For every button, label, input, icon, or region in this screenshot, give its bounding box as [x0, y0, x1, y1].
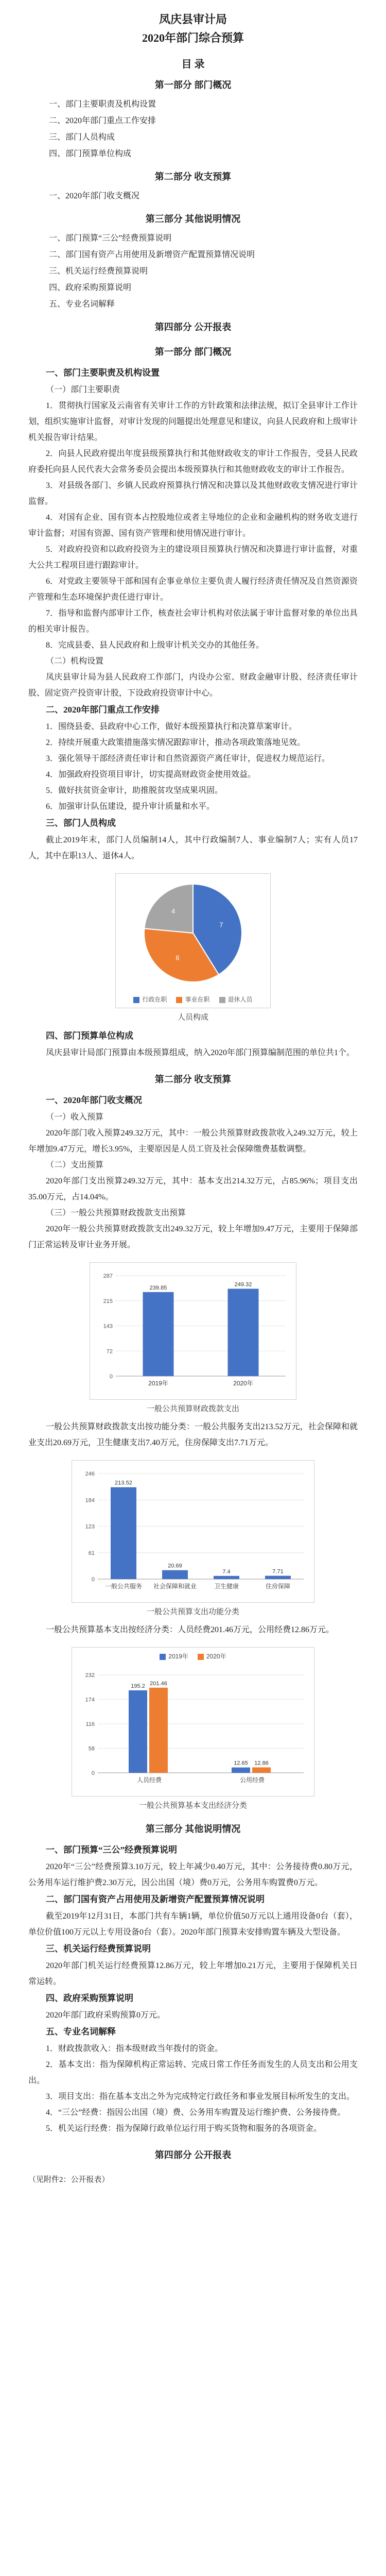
- y-tick-label: 215: [103, 1298, 113, 1304]
- sangong-body: [28, 1859, 358, 1891]
- ops-body: [28, 1958, 358, 1990]
- bar-data-label: 12.86: [254, 1760, 269, 1767]
- y-tick-label: 246: [85, 1471, 95, 1477]
- bar3-legend-item: [198, 1652, 226, 1660]
- y-tick-label: 72: [106, 1348, 113, 1355]
- bar3-legend: [72, 1652, 314, 1660]
- y-tick-label: 123: [85, 1523, 95, 1530]
- section-units-heading: 四、部门预算单位构成: [46, 1031, 133, 1041]
- bar-data-label: 213.52: [115, 1480, 132, 1486]
- y-tick-label: 184: [85, 1497, 95, 1504]
- bar-data-label: 20.69: [168, 1563, 182, 1569]
- legend-label: 行政在职: [142, 996, 167, 1003]
- bar: [143, 1292, 174, 1376]
- body-paragraph: 5．对政府投资和以政府投资为主的建设项目预算执行情况和决算进行审计监督，对重大公共工程项目进行跟踪审计。: [28, 545, 358, 570]
- work-body: [28, 719, 358, 815]
- section-sangong-heading: 一、部门预算“三公”经费预算说明: [46, 1845, 177, 1855]
- x-tick-label: 卫生健康: [214, 1583, 239, 1590]
- bar: [232, 1768, 250, 1773]
- toc-item[interactable]: 一、2020年部门收支概况: [49, 192, 140, 200]
- bar-data-label: 201.46: [150, 1680, 167, 1687]
- body-paragraph: 4．对国有企业、国有资本占控股地位或者主导地位的企业和金融机构的财务收支进行审计监督；对国有资源、国有资产管理和使用情况进行审计。: [28, 513, 358, 538]
- toc-item[interactable]: 二、部门国有资产占用使用及新增资产配置预算情况说明: [49, 250, 255, 259]
- bar1-caption: 一般公共预算财政拨款支出: [146, 1405, 239, 1413]
- body-paragraph: 3．强化领导干部经济责任审计和自然资源资产离任审计，促进权力规范运行。: [46, 754, 330, 763]
- body-paragraph: 3．对县级各部门、乡镇人民政府预算执行情况和决算以及其他财政收支情况进行审计监督。: [28, 481, 358, 506]
- y-tick-label: 143: [103, 1323, 113, 1330]
- body-part4-title: 第四部分 公开报表: [154, 2150, 232, 2160]
- pie-data-label: 4: [171, 907, 176, 915]
- y-tick-label: 174: [85, 1697, 95, 1703]
- y-tick-label: 58: [88, 1745, 95, 1752]
- staff-body: [28, 832, 358, 864]
- bar: [214, 1576, 239, 1579]
- bar: [129, 1690, 147, 1773]
- bar: [111, 1487, 136, 1579]
- section-assets-heading: 二、部门国有资产占用使用及新增资产配置预算情况说明: [46, 1894, 265, 1904]
- chart-intro-para: （三）一般公共预算财政拨款支出预算: [46, 1209, 186, 1217]
- doc-title-line2: 2020年部门综合预算: [142, 31, 244, 44]
- body-part1-title: 第一部分 部门概况: [154, 347, 232, 357]
- body-paragraph: 2020年部门机关运行经费预算12.86万元，较上年增加0.21万元，主要用于保障机关日常运转。: [28, 1961, 358, 1986]
- body-paragraph: （二）支出预算: [46, 1161, 104, 1170]
- body-paragraph: 6．对党政主要领导干部和国有企事业单位主要负责人履行经济责任情况及自然资源资产管理和生态环境保护责任进行审计。: [28, 577, 358, 602]
- body-paragraph: 2．向县人民政府提出年度县级预算执行和其他财政收支的审计工作报告，受县人民政府委托向县人民代表大会常务委员会提出本级预算执行和其他财政收支的审计工作报告。: [28, 449, 358, 474]
- bar: [149, 1688, 168, 1773]
- body-paragraph: （二）机构设置: [46, 657, 104, 666]
- bar: [162, 1570, 188, 1579]
- toc-part1-title: 第一部分 部门概况: [154, 80, 232, 90]
- toc-part3-list: [28, 230, 358, 313]
- body-paragraph: 4．加强政府投资项目审计，切实提高财政资金使用效益。: [46, 770, 256, 779]
- bar3-svg: [72, 1665, 314, 1793]
- pie-slice: [144, 884, 193, 933]
- toc-item[interactable]: 四、部门预算单位构成: [49, 149, 132, 158]
- bar1-chart: [90, 1262, 296, 1400]
- terms-body: [28, 2041, 358, 2137]
- body-paragraph: 截至2019年12月31日，本部门共有车辆1辆，单位价值50万元以上通用设备0台（套），单位价值100万元以上专用设备0台（套）。2020年部门预算未安排购置车辆及大型设备。: [28, 1912, 358, 1937]
- footer-note: （见附件2：公开报表）: [28, 2176, 110, 2184]
- duties-body: [28, 382, 358, 701]
- x-tick-label: 2020年: [233, 1380, 253, 1387]
- bar1-figure: [28, 1262, 358, 1414]
- section-procure-heading: 四、政府采购预算说明: [46, 1993, 133, 2003]
- bar-data-label: 195.2: [131, 1683, 145, 1689]
- section-terms-heading: 五、专业名词解释: [46, 2027, 116, 2037]
- body-paragraph: 2．基本支出：指为保障机构正常运转、完成日常工作任务而发生的人员支出和公用支出。: [28, 2060, 358, 2085]
- legend-label: 事业在职: [185, 996, 210, 1003]
- legend-swatch: [133, 997, 139, 1003]
- body-part3-title: 第三部分 其他说明情况: [145, 1824, 241, 1834]
- bar-data-label: 239.85: [149, 1284, 167, 1291]
- bar3-legend-item: [160, 1652, 188, 1660]
- body-paragraph: 2020年部门支出预算249.32万元，其中：基本支出214.32万元，占85.96%；项目支出35.00万元，占14.04%。: [28, 1177, 358, 1201]
- bar-data-label: 7.4: [222, 1568, 231, 1575]
- body-paragraph: 2020年部门政府采购预算0万元。: [46, 2011, 166, 2020]
- pie-legend-item: [133, 995, 167, 1004]
- bar2-svg: [72, 1461, 314, 1600]
- body-paragraph: （一）收入预算: [46, 1113, 104, 1122]
- body-paragraph: 8．完成县委、县人民政府和上级审计机关交办的其他任务。: [46, 641, 265, 650]
- body-paragraph: 4．“三公”经费：指因公出国（境）费、公务用车购置及运行维护费、公务接待费。: [46, 2108, 346, 2117]
- y-tick-label: 0: [91, 1770, 95, 1776]
- body-paragraph: 凤庆县审计局部门预算由本级预算组成，纳入2020年部门预算编制范围的单位共1个。: [46, 1048, 355, 1057]
- bar-data-label: 12.65: [234, 1760, 248, 1767]
- y-tick-label: 61: [88, 1550, 95, 1556]
- legend-swatch: [176, 997, 182, 1003]
- pie-data-label: 6: [176, 954, 180, 962]
- y-tick-label: 116: [85, 1721, 95, 1727]
- func-para: 一般公共预算财政拨款支出按功能分类：一般公共服务支出213.52万元，社会保障和就业支出20.69万元，卫生健康支出7.40万元，住房保障支出7.71万元。: [28, 1422, 358, 1447]
- body-paragraph: 5．机关运行经费：指为保障行政单位运行用于购买货物和服务的各项资金。: [46, 2124, 322, 2133]
- legend-swatch: [160, 1654, 166, 1660]
- bar1-svg: [90, 1263, 296, 1397]
- body-paragraph: 截止2019年末，部门人员编制14人，其中行政编制7人、事业编制7人；实有人员17人，其中在职13人、退休4人。: [28, 836, 358, 860]
- toc-part1-list: [28, 96, 358, 162]
- budget-body: [28, 1109, 358, 1205]
- pie-legend-item: [219, 995, 253, 1004]
- assets-body: [28, 1908, 358, 1940]
- x-tick-label: 一般公共服务: [104, 1583, 143, 1590]
- bar-data-label: 7.71: [272, 1568, 284, 1575]
- body-paragraph: 1．贯彻执行国家及云南省有关审计工作的方针政策和法律法规，拟订全县审计工作计划，组织实施审计监督，对审计发现的问题提出处理意见和建议，向县人民政府和上级审计机关报告审计结果。: [28, 401, 358, 442]
- staff-pie-svg: [116, 874, 270, 992]
- body-paragraph: （一）部门主要职责: [46, 385, 120, 394]
- y-tick-label: 287: [103, 1273, 113, 1279]
- toc-item[interactable]: 五、专业名词解释: [49, 300, 115, 309]
- section-budget-heading: 一、2020年部门收支概况: [46, 1095, 142, 1105]
- x-tick-label: 社会保障和就业: [153, 1583, 197, 1590]
- staff-pie-legend: [116, 995, 270, 1004]
- x-tick-label: 2019年: [148, 1380, 168, 1387]
- body-paragraph: 凤庆县审计局为县人民政府工作部门，内设办公室、财政金融审计股、经济责任审计股、固定资产投资审计股，下设政府投资审计中心。: [28, 673, 358, 698]
- units-body: [28, 1045, 358, 1061]
- section-staff-heading: 三、部门人员构成: [46, 818, 116, 828]
- bar2-figure: [28, 1460, 358, 1617]
- staff-pie-chart: [115, 873, 271, 1008]
- toc-part4-title: 第四部分 公开报表: [154, 322, 232, 332]
- toc-item[interactable]: 三、机关运行经费预算说明: [49, 267, 148, 276]
- toc-title: 目 录: [181, 59, 205, 70]
- body-paragraph: 2．持续开展重大政策措施落实情况跟踪审计，推动各项政策落地见效。: [46, 738, 306, 747]
- procure-body: [28, 2007, 358, 2023]
- body-paragraph: 2020年“三公”经费预算3.10万元，较上年减少0.40万元，其中：公务接待费0.80万元，公务用车运行维护费2.30万元，因公出国（境）费0万元，公务用车购置费0万元。: [28, 1862, 358, 1887]
- y-tick-label: 232: [85, 1672, 95, 1679]
- body-paragraph: 2020年部门收入预算249.32万元，其中：一般公共预算财政拨款收入249.32万元，较上年增加9.47万元，增长3.95%，主要原因是人员工资及社会保障缴费基数调整。: [28, 1129, 358, 1154]
- legend-swatch: [198, 1654, 204, 1660]
- bar: [265, 1576, 291, 1579]
- staff-pie-caption: 人员构成: [177, 1013, 208, 1022]
- staff-pie-figure: [28, 873, 358, 1022]
- toc-item[interactable]: 一、部门主要职责及机构设置: [49, 100, 156, 109]
- legend-label: 2020年: [206, 1653, 226, 1660]
- pie-data-label: 7: [219, 921, 223, 929]
- bar3-figure: [28, 1647, 358, 1810]
- body-part2-title: 第二部分 收支预算: [154, 1074, 232, 1084]
- section-duties-heading: 一、部门主要职责及机构设置: [46, 368, 160, 378]
- body-paragraph: 1．财政拨款收入：指本级财政当年拨付的资金。: [46, 2044, 223, 2053]
- toc-part3-title: 第三部分 其他说明情况: [145, 214, 241, 224]
- econ-para: 一般公共预算基本支出按经济分类：人员经费201.46万元，公用经费12.86万元。: [46, 1625, 335, 1634]
- body-paragraph: 1．围绕县委、县政府中心工作，做好本级预算执行和决算草案审计。: [46, 722, 297, 731]
- pie-legend-item: [176, 995, 209, 1004]
- toc-item[interactable]: 三、部门人员构成: [49, 133, 115, 142]
- bar: [228, 1289, 259, 1376]
- toc-part2-title: 第二部分 收支预算: [154, 172, 232, 182]
- legend-swatch: [219, 997, 225, 1003]
- body-paragraph: 6．加强审计队伍建设，提升审计质量和水平。: [46, 802, 215, 811]
- x-tick-label: 公用经费: [239, 1776, 265, 1784]
- body-paragraph: 3．项目支出：指在基本支出之外为完成特定行政任务和事业发展目标所发生的支出。: [46, 2092, 355, 2101]
- bar3-caption: 一般公共预算基本支出经济分类: [138, 1802, 247, 1810]
- chart-note-para: 2020年一般公共预算财政拨款支出249.32万元，较上年增加9.47万元，主要用于保障部门正常运转及审计业务开展。: [28, 1225, 358, 1249]
- x-tick-label: 人员经费: [136, 1776, 162, 1784]
- y-tick-label: 0: [109, 1374, 113, 1380]
- legend-label: 2019年: [168, 1653, 188, 1660]
- bar: [252, 1767, 271, 1773]
- x-tick-label: 住房保障: [265, 1583, 291, 1590]
- bar3-chart: [72, 1647, 314, 1797]
- toc-part2-list: [28, 188, 358, 205]
- section-ops-heading: 三、机关运行经费预算说明: [46, 1944, 151, 1954]
- bar2-chart: [72, 1460, 314, 1603]
- y-tick-label: 0: [91, 1577, 95, 1583]
- doc-title-line1: 凤庆县审计局: [159, 13, 227, 26]
- section-work-heading: 二、2020年部门重点工作安排: [46, 705, 160, 715]
- toc-item[interactable]: 二、2020年部门重点工作安排: [49, 116, 156, 125]
- toc-item[interactable]: 一、部门预算“三公”经费预算说明: [49, 234, 172, 243]
- bar-data-label: 249.32: [234, 1281, 252, 1288]
- body-paragraph: 5．做好扶贫资金审计，助推脱贫攻坚成果巩固。: [46, 786, 223, 795]
- body-paragraph: 7．指导和监督内部审计工作，核查社会审计机构对依法属于审计监督对象的单位出具的相关审计报告。: [28, 609, 358, 634]
- bar2-caption: 一般公共预算支出功能分类: [146, 1608, 239, 1616]
- toc-item[interactable]: 四、政府采购预算说明: [49, 283, 132, 292]
- legend-label: 退休人员: [227, 996, 253, 1003]
